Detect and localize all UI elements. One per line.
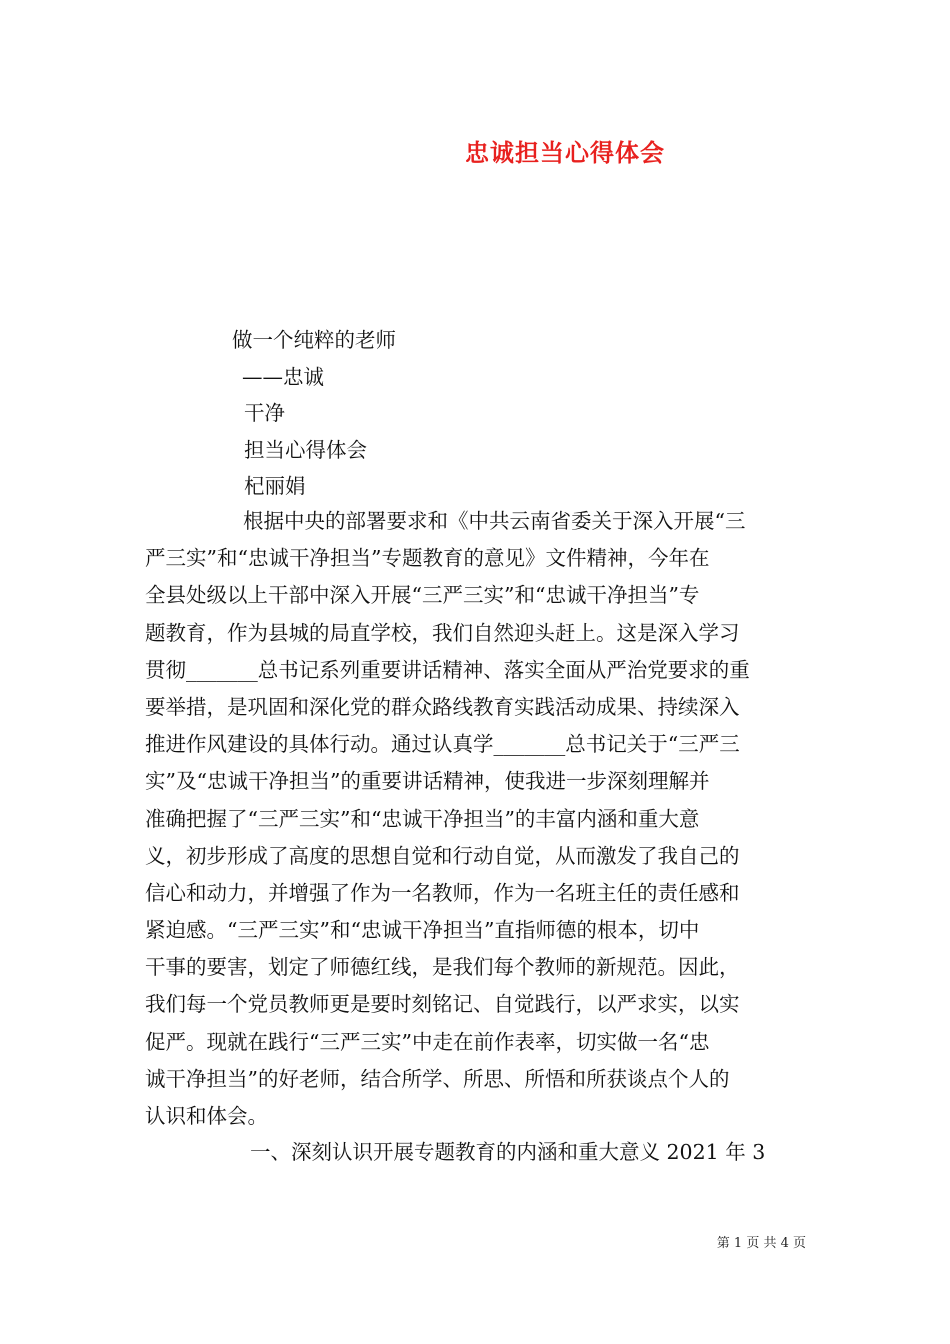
body-line: 我们每一个党员教师更是要时刻铭记、自觉践行，以严求实，以实 <box>145 992 740 1017</box>
page-footer: 第 1 页 共 4 页 <box>716 1236 806 1251</box>
body-line: 推进作风建设的具体行动。通过认真学_______总书记关于“三严三 <box>145 732 740 757</box>
body-line: 干事的要害，划定了师德红线，是我们每个教师的新规范。因此， <box>145 955 740 980</box>
heading-line-clean: 干净 <box>244 401 285 425</box>
body-line: 要举措，是巩固和深化党的群众路线教育实践活动成果、持续深入 <box>145 694 740 719</box>
heading-line-loyalty: ——忠诚 <box>242 364 324 389</box>
document-title: 忠诚担当心得体会 <box>465 138 665 167</box>
body-line: 全县处级以上干部中深入开展“三严三实”和“忠诚干净担当”专 <box>145 583 700 608</box>
heading-line-subtitle: 做一个纯粹的老师 <box>232 328 396 352</box>
body-line: 实”及“忠诚干净担当”的重要讲话精神，使我进一步深刻理解并 <box>145 769 710 794</box>
body-line: 认识和体会。 <box>145 1104 268 1128</box>
body-line: 贯彻_______总书记系列重要讲话精神、落实全面从严治党要求的重 <box>145 657 750 682</box>
body-line: 义，初步形成了高度的思想自觉和行动自觉，从而激发了我自己的 <box>145 843 740 868</box>
author-name: 杞丽娟 <box>244 474 306 498</box>
body-line: 紧迫感。“三严三实”和“忠诚干净担当”直指师德的根本，切中 <box>145 918 700 943</box>
body-line: 题教育，作为县城的局直学校，我们自然迎头赶上。这是深入学习 <box>145 620 740 645</box>
body-line: 信心和动力，并增强了作为一名教师，作为一名班主任的责任感和 <box>145 880 740 905</box>
section-heading: 一、深刻认识开展专题教育的内涵和重大意义 2021 年 3 <box>250 1140 766 1164</box>
body-line: 严三实”和“忠诚干净担当”专题教育的意见》文件精神，今年在 <box>145 546 710 571</box>
body-line: 准确把握了“三严三实”和“忠诚干净担当”的丰富内涵和重大意 <box>145 806 700 831</box>
heading-block <box>232 322 792 505</box>
body-line: 诚干净担当”的好老师，结合所学、所思、所悟和所获谈点个人的 <box>145 1066 730 1091</box>
body-paragraph <box>145 503 815 1135</box>
body-line: 根据中央的部署要求和《中共云南省委关于深入开展“三 <box>243 509 746 533</box>
heading-line-responsibility: 担当心得体会 <box>244 437 367 462</box>
body-line: 促严。现就在践行“三严三实”中走在前作表率，切实做一名“忠 <box>145 1029 710 1054</box>
